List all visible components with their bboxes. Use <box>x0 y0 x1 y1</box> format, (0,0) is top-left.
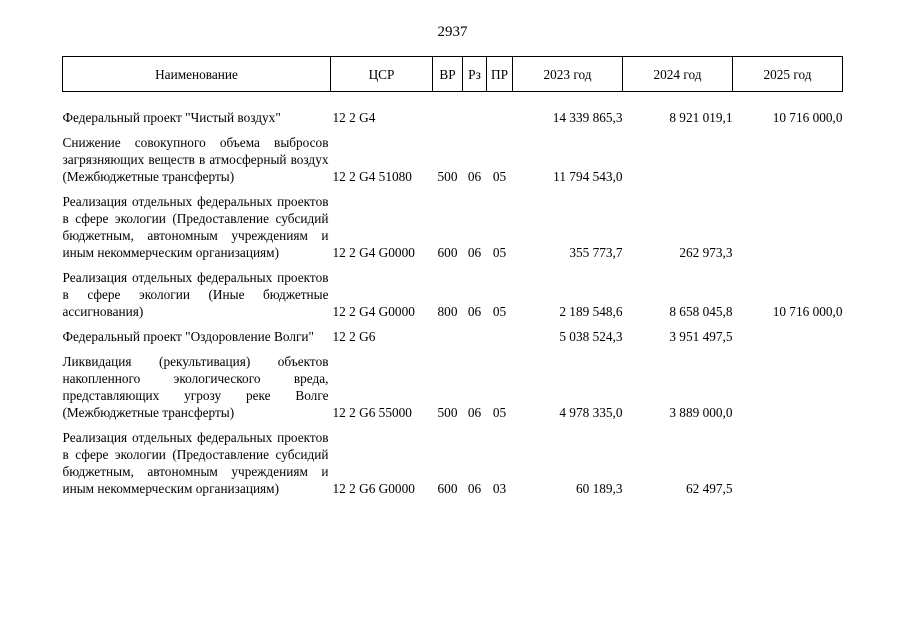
row-name: Реализация отдельных федеральных проектов в сфере экологии (Предоставление субсидий бюджетным, автономным учреждениям и иным некоммерческим организациям) <box>62 193 329 260</box>
header-name: Наименование <box>63 57 331 92</box>
header-csr: ЦСР <box>331 57 433 92</box>
row-2023: 5 038 524,3 <box>559 328 623 344</box>
row-2023: 14 339 865,3 <box>552 109 623 125</box>
row-csr: 12 2 G6 <box>332 328 376 344</box>
header-2023: 2023 год <box>513 57 623 92</box>
row-2025 <box>733 320 843 345</box>
row-2023: 2 189 548,6 <box>559 303 623 319</box>
row-csr: 12 2 G6 G0000 <box>332 480 415 496</box>
row-csr: 12 2 G4 <box>332 109 376 125</box>
row-rz: 06 <box>467 168 482 184</box>
row-name: Ликвидация (рекультивация) объектов накопленного экологического вреда, представляющих угрозу реке Волге (Межбюджетные трансферты) <box>62 353 329 420</box>
row-2023: 11 794 543,0 <box>553 168 623 184</box>
row-vr: 500 <box>437 404 458 420</box>
row-rz: 06 <box>467 404 482 420</box>
row-pr <box>487 320 513 345</box>
row-name: Федеральный проект "Оздоровление Волги" <box>62 328 314 344</box>
row-2023: 60 189,3 <box>575 480 623 496</box>
row-pr: 05 <box>492 168 507 184</box>
budget-table <box>62 56 843 497</box>
row-pr: 05 <box>492 303 507 319</box>
row-2025: 10 716 000,0 <box>772 109 843 125</box>
row-2023: 4 978 335,0 <box>559 404 623 420</box>
row-vr <box>433 92 463 126</box>
row-2023: 355 773,7 <box>569 244 623 260</box>
table-header-row <box>63 57 843 92</box>
page-number: 2937 <box>437 24 468 40</box>
row-name: Федеральный проект "Чистый воздух" <box>62 109 281 125</box>
row-2024: 3 889 000,0 <box>669 404 733 420</box>
row-pr: 05 <box>492 404 507 420</box>
table-row <box>63 345 843 421</box>
row-rz: 06 <box>467 244 482 260</box>
row-pr: 05 <box>492 244 507 260</box>
row-2024: 262 973,3 <box>679 244 733 260</box>
row-2025: 10 716 000,0 <box>772 303 843 319</box>
row-2024: 8 921 019,1 <box>669 109 733 125</box>
row-name: Снижение совокупного объема выбросов загрязняющих веществ в атмосферный воздух (Межбюджетные трансферты) <box>62 134 329 184</box>
table-row <box>63 185 843 261</box>
row-vr: 600 <box>437 244 458 260</box>
row-vr <box>433 320 463 345</box>
table-row <box>63 320 843 345</box>
header-2025: 2025 год <box>733 57 843 92</box>
row-vr: 600 <box>437 480 458 496</box>
row-pr: 03 <box>492 480 507 496</box>
row-name: Реализация отдельных федеральных проектов в сфере экологии (Предоставление субсидий бюджетным, автономным учреждениям и иным некоммерческим организациям) <box>62 429 329 496</box>
table-row <box>63 421 843 497</box>
row-vr: 800 <box>437 303 458 319</box>
header-2024: 2024 год <box>623 57 733 92</box>
row-2024 <box>623 126 733 185</box>
header-vr: ВР <box>433 57 463 92</box>
header-pr: ПР <box>487 57 513 92</box>
row-2025 <box>733 421 843 497</box>
header-rz: Рз <box>463 57 487 92</box>
row-csr: 12 2 G6 55000 <box>332 404 412 420</box>
table-row <box>63 126 843 185</box>
row-rz <box>463 92 487 126</box>
table-row <box>63 261 843 320</box>
row-pr <box>487 92 513 126</box>
row-2025 <box>733 126 843 185</box>
row-csr: 12 2 G4 51080 <box>332 168 412 184</box>
row-csr: 12 2 G4 G0000 <box>332 303 415 319</box>
row-2024: 3 951 497,5 <box>669 328 733 344</box>
row-rz <box>463 320 487 345</box>
row-name: Реализация отдельных федеральных проектов в сфере экологии (Иные бюджетные ассигнования) <box>62 269 329 319</box>
row-rz: 06 <box>467 303 482 319</box>
row-2024: 62 497,5 <box>685 480 733 496</box>
row-csr: 12 2 G4 G0000 <box>332 244 415 260</box>
table-row <box>63 92 843 126</box>
row-vr: 500 <box>437 168 458 184</box>
row-2025 <box>733 185 843 261</box>
row-2025 <box>733 345 843 421</box>
row-2024: 8 658 045,8 <box>669 303 733 319</box>
row-rz: 06 <box>467 480 482 496</box>
